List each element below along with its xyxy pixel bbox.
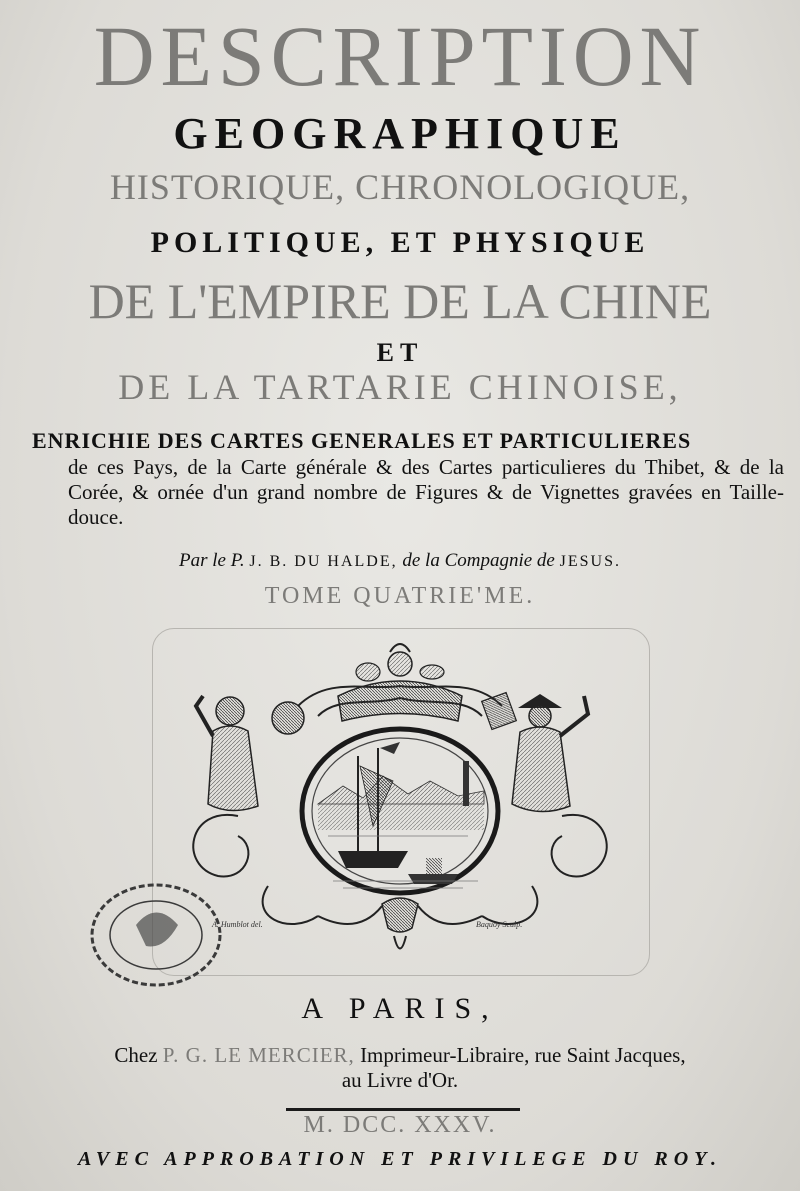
byline-jesus: JESUS. [559, 553, 621, 570]
library-stamp [86, 880, 226, 990]
engraved-vignette [168, 636, 632, 966]
title-et: ET [376, 338, 424, 367]
title-empire-chine: DE L'EMPIRE DE LA CHINE [88, 273, 712, 329]
imprint-publisher [0, 1043, 800, 1068]
title-description: DESCRIPTION [93, 8, 707, 104]
publisher-name: P. G. LE MERCIER, [162, 1043, 355, 1067]
byline-author: J. B. DU HALDE, [249, 553, 398, 570]
title-tartarie: DE LA TARTARIE CHINOISE, [118, 367, 682, 407]
royal-privilege: AVEC APPROBATION ET PRIVILEGE DU ROY. [78, 1148, 722, 1170]
enrichment-heading: ENRICHIE DES CARTES GENERALES ET PARTICULIERES [32, 428, 692, 453]
top-ornament [338, 644, 462, 721]
publisher-prefix: Chez [114, 1043, 163, 1067]
imprint-city: A PARIS, [301, 992, 499, 1025]
volume-label: TOME QUATRIE'ME. [264, 583, 536, 609]
imprint-address: au Livre d'Or. [341, 1068, 459, 1092]
byline-prefix: Par le P. [179, 550, 250, 571]
engraver-credit-left: A. Humblot del. [212, 920, 263, 929]
imprint-date: M. DCC. XXXV. [303, 1112, 497, 1138]
engraver-credit-right: Baquoy Sculp. [476, 920, 523, 929]
title-politique: POLITIQUE, ET PHYSIQUE [150, 226, 650, 259]
publisher-suffix: Imprimeur-Libraire, rue Saint Jacques, [354, 1043, 686, 1067]
author-byline [0, 550, 800, 572]
harbour-scene-oval [302, 729, 498, 893]
title-historique: HISTORIQUE, CHRONOLOGIQUE, [109, 167, 691, 207]
imprint-rule [286, 1108, 520, 1111]
enrichment-text: de ces Pays, de la Carte générale & des Cartes particulieres du Thibet, & de la Corée, & ornée d'un grand nombre de Figures & de Vignettes gravées en Taille-douce. [68, 455, 784, 529]
title-geographique: GEOGRAPHIQUE [173, 109, 627, 158]
left-figure [196, 696, 304, 811]
mascaron-ornament [318, 898, 482, 949]
byline-suffix: de la Compagnie de [397, 550, 560, 571]
enrichment-paragraph [32, 428, 784, 530]
